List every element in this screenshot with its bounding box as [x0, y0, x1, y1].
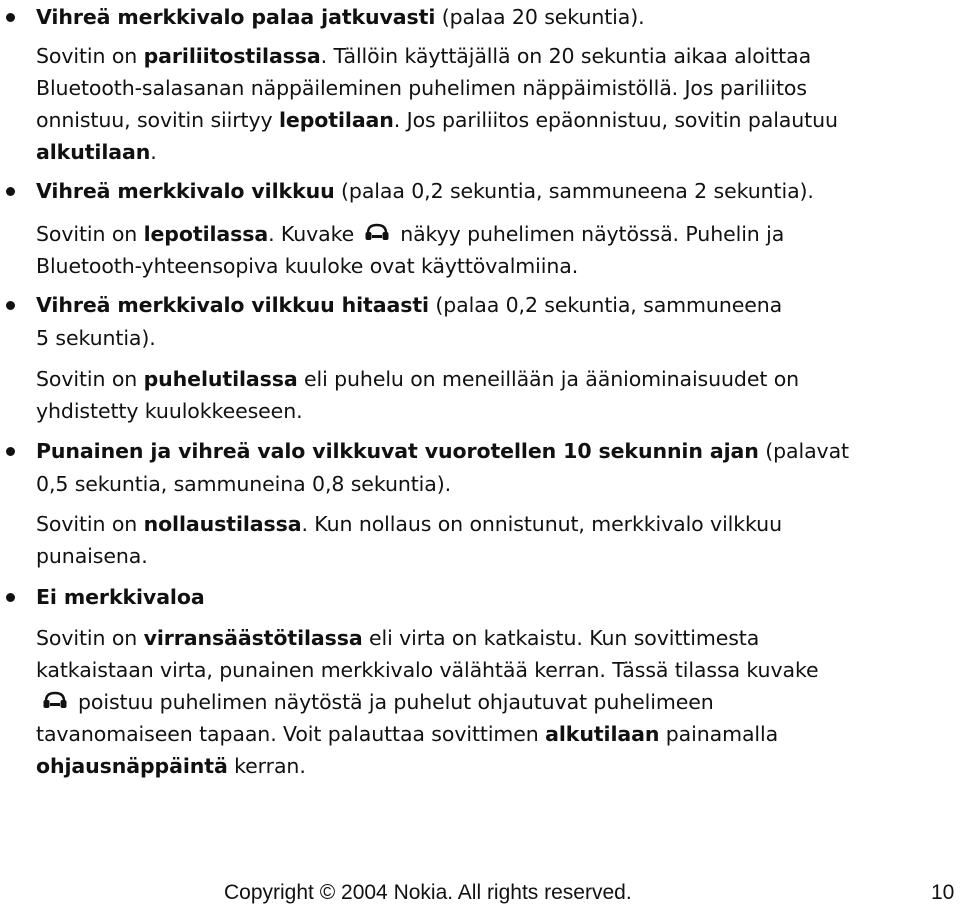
paragraph-line: 5 sekuntia). — [36, 326, 156, 350]
paragraph-line: Sovitin on pariliitostilassa. Tällöin käyttäjällä on 20 sekuntia aikaa aloittaa — [36, 44, 812, 68]
bullet — [6, 447, 15, 456]
copyright-notice: Copyright © 2004 Nokia. All rights reserved. — [224, 881, 632, 904]
paragraph-line: 0,5 sekuntia, sammuneina 0,8 sekuntia). — [36, 472, 452, 496]
bullet — [6, 13, 15, 22]
paragraph-line: punaisena. — [36, 544, 148, 568]
paragraph-line: Bluetooth-salasanan näppäileminen puhelimen näppäimistöllä. Jos pariliitos — [36, 76, 807, 100]
bullet — [6, 593, 15, 602]
page-number: 10 — [931, 881, 955, 904]
status-heading: Vihreä merkkivalo vilkkuu (palaa 0,2 sekuntia, sammuneena 2 sekuntia). — [36, 179, 814, 203]
paragraph-line: poistuu puhelimen näytöstä ja puhelut ohjautuvat puhelimeen — [36, 686, 714, 719]
paragraph-line: Sovitin on lepotilassa. Kuvake näkyy puhelimen näytössä. Puhelin ja — [36, 222, 785, 246]
paragraph-line: Sovitin on puhelutilassa eli puhelu on meneillään ja ääniominaisuudet on — [36, 367, 800, 391]
paragraph-line: alkutilaan. — [36, 140, 157, 164]
paragraph-line: yhdistetty kuulokkeeseen. — [36, 399, 303, 423]
paragraph-line: Sovitin on virransäästötilassa eli virta on katkaistu. Kun sovittimesta — [36, 626, 760, 650]
paragraph-line: katkaistaan virta, punainen merkkivalo välähtää kerran. Tässä tilassa kuvake — [36, 658, 819, 682]
paragraph-line: onnistuu, sovitin siirtyy lepotilaan. Jos pariliitos epäonnistuu, sovitin palautuu — [36, 108, 838, 132]
status-heading: Punainen ja vihreä valo vilkkuvat vuorotellen 10 sekunnin ajan (palavat — [36, 439, 849, 463]
headset-icon — [364, 220, 390, 240]
paragraph-line: Sovitin on nollaustilassa. Kun nollaus on onnistunut, merkkivalo vilkkuu — [36, 512, 782, 536]
paragraph-line: ohjausnäppäintä kerran. — [36, 754, 306, 778]
bullet — [6, 301, 15, 310]
bullet — [6, 187, 15, 196]
paragraph-line: Bluetooth-yhteensopiva kuuloke ovat käyttövalmiina. — [36, 254, 579, 278]
paragraph-line: tavanomaiseen tapaan. Voit palauttaa sovittimen alkutilaan painamalla — [36, 722, 779, 746]
status-heading: Vihreä merkkivalo palaa jatkuvasti (palaa 20 sekuntia). — [36, 5, 645, 29]
status-heading: Vihreä merkkivalo vilkkuu hitaasti (palaa 0,2 sekuntia, sammuneena — [36, 293, 783, 317]
headset-icon — [42, 688, 68, 708]
status-heading: Ei merkkivaloa — [36, 585, 205, 609]
